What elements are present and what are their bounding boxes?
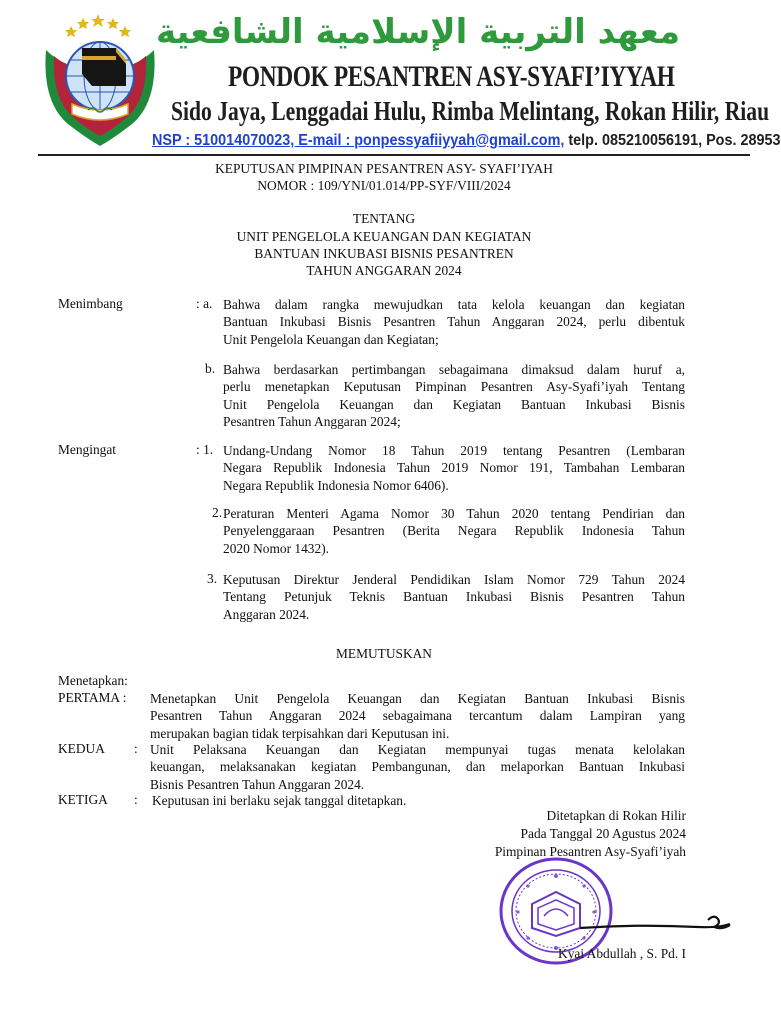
contact-email-link[interactable]: NSP : 510014070023, E-mail : ponpessyafiiyyah@gmail.com,	[152, 132, 565, 149]
menetapkan-label: Menetapkan:	[58, 673, 128, 688]
text-line: Negara Republik Indonesia Nomor 6406).	[223, 477, 449, 493]
text-line: Anggaran 2024.	[223, 606, 310, 622]
menimbang-label: Menimbang	[58, 296, 123, 311]
mengingat-item-2	[223, 505, 685, 557]
mengingat-item-1	[223, 442, 685, 494]
mengingat-marker-2: 2.	[212, 505, 223, 520]
mengingat-item-3	[223, 571, 685, 623]
text-line: Negara Republik Indonesia Tahun 2019 Nomor 191, Tambahan Lembaran	[223, 460, 685, 476]
mengingat-marker-3: 3.	[207, 571, 218, 586]
tentang-heading: TENTANG	[352, 211, 416, 226]
text-line: Undang-Undang Nomor 18 Tahun 2019 tentang Pesantren (Lembaran	[223, 443, 685, 458]
text-line: perlu menetapkan Keputusan Pimpinan Pesantren Asy-Syafi’iyah Tentang	[223, 379, 685, 395]
menimbang-item-b	[223, 361, 685, 430]
text-line: Penyelenggaraan Pesantren (Berita Negara Republik Indonesia Tahun	[223, 523, 685, 539]
decision-colon-ketiga: :	[134, 792, 138, 807]
decision-ketiga	[152, 792, 687, 809]
school-logo	[38, 12, 168, 148]
text-line: Pesantren Tahun Anggaran 2024;	[223, 413, 401, 429]
handwritten-signature-icon	[578, 908, 740, 938]
decision-kedua	[150, 741, 685, 793]
school-address: Sido Jaya, Lenggadai Hulu, Rimba Melintang, Rokan Hilir, Riau	[171, 96, 770, 126]
subject-line-2: BANTUAN INKUBASI BISNIS PESANTREN	[254, 246, 514, 261]
text-line: Unit Pengelola Keuangan dan Kegiatan;	[223, 331, 439, 347]
text-line: Bantuan Inkubasi Bisnis Pesantren Tahun Anggaran 2024, perlu dibentuk	[223, 314, 685, 330]
text-line: Peraturan Menteri Agama Nomor 30 Tahun 2020 tentang Pendirian dan	[223, 506, 685, 521]
subject-line-1: UNIT PENGELOLA KEUANGAN DAN KEGIATAN	[236, 229, 532, 244]
text-line: Bahwa dalam rangka mewujudkan tata kelola keuangan dan kegiatan	[223, 297, 685, 312]
text-line: Pesantren Tahun Anggaran 2024 sebagaimana tercantum dalam Lampiran yang	[150, 708, 685, 724]
signatory-name: Kyai Abdullah , S. Pd. I	[558, 946, 686, 961]
text-line: Bisnis Pesantren Tahun Anggaran 2024.	[150, 776, 365, 792]
menimbang-marker-a: : a.	[196, 296, 213, 311]
decision-colon-kedua: :	[134, 741, 138, 756]
text-line: keuangan, melaksanakan kegiatan Pembangunan, dan melaporkan Bantuan Inkubasi	[150, 759, 685, 775]
decree-title: KEPUTUSAN PIMPINAN PESANTREN ASY- SYAFI’IYAH	[215, 161, 553, 176]
signature-date: Pada Tanggal 20 Agustus 2024	[520, 826, 686, 841]
memutuskan-heading: MEMUTUSKAN	[336, 646, 432, 661]
signature-position: Pimpinan Pesantren Asy-Syafi’iyah	[494, 844, 686, 859]
mengingat-marker-1: : 1.	[196, 442, 214, 457]
decree-number: NOMOR : 109/YNI/01.014/PP-SYF/VIII/2024	[257, 178, 511, 193]
text-line: merupakan bagian tidak terpisahkan dari Keputusan ini.	[150, 725, 450, 741]
decision-label-pertama: PERTAMA :	[58, 690, 127, 705]
text-line: Tentang Petunjuk Teknis Bantuan Inkubasi Bisnis Pesantren Tahun	[223, 589, 685, 605]
arabic-school-title: معهد التربية الإسلامية الشافعية	[155, 12, 680, 52]
header-divider	[38, 154, 750, 156]
menimbang-marker-b: b.	[205, 361, 216, 376]
subject-line-3: TAHUN ANGGARAN 2024	[306, 263, 462, 278]
kaaba-globe-crest-icon	[38, 12, 168, 148]
text-line: Keputusan ini berlaku sejak tanggal ditetapkan.	[152, 793, 407, 808]
decision-label-ketiga: KETIGA	[58, 792, 108, 807]
text-line: 2020 Nomor 1432).	[223, 540, 330, 556]
text-line: Bahwa berdasarkan pertimbangan sebagaimana dimaksud dalam huruf a,	[223, 362, 685, 377]
menimbang-item-a	[223, 296, 685, 348]
text-line: Menetapkan Unit Pengelola Keuangan dan Kegiatan Bantuan Inkubasi Bisnis	[150, 691, 685, 706]
text-line: Unit Pelaksana Keuangan dan Kegiatan mempunyai tugas menata kelolakan	[150, 742, 685, 757]
contact-phone: telp. 085210056191, Pos. 28953	[564, 132, 781, 149]
decision-pertama	[150, 690, 685, 742]
mengingat-label: Mengingat	[58, 442, 117, 457]
signature-place: Ditetapkan di Rokan Hilir	[546, 808, 686, 823]
contact-line	[152, 132, 781, 150]
text-line: Unit Pengelola Keuangan dan Kegiatan Bantuan Inkubasi Bisnis	[223, 396, 685, 412]
school-name: PONDOK PESANTREN ASY-SYAFI’IYYAH	[228, 60, 675, 93]
decision-label-kedua: KEDUA	[58, 741, 105, 756]
text-line: Keputusan Direktur Jenderal Pendidikan Islam Nomor 729 Tahun 2024	[223, 572, 685, 587]
